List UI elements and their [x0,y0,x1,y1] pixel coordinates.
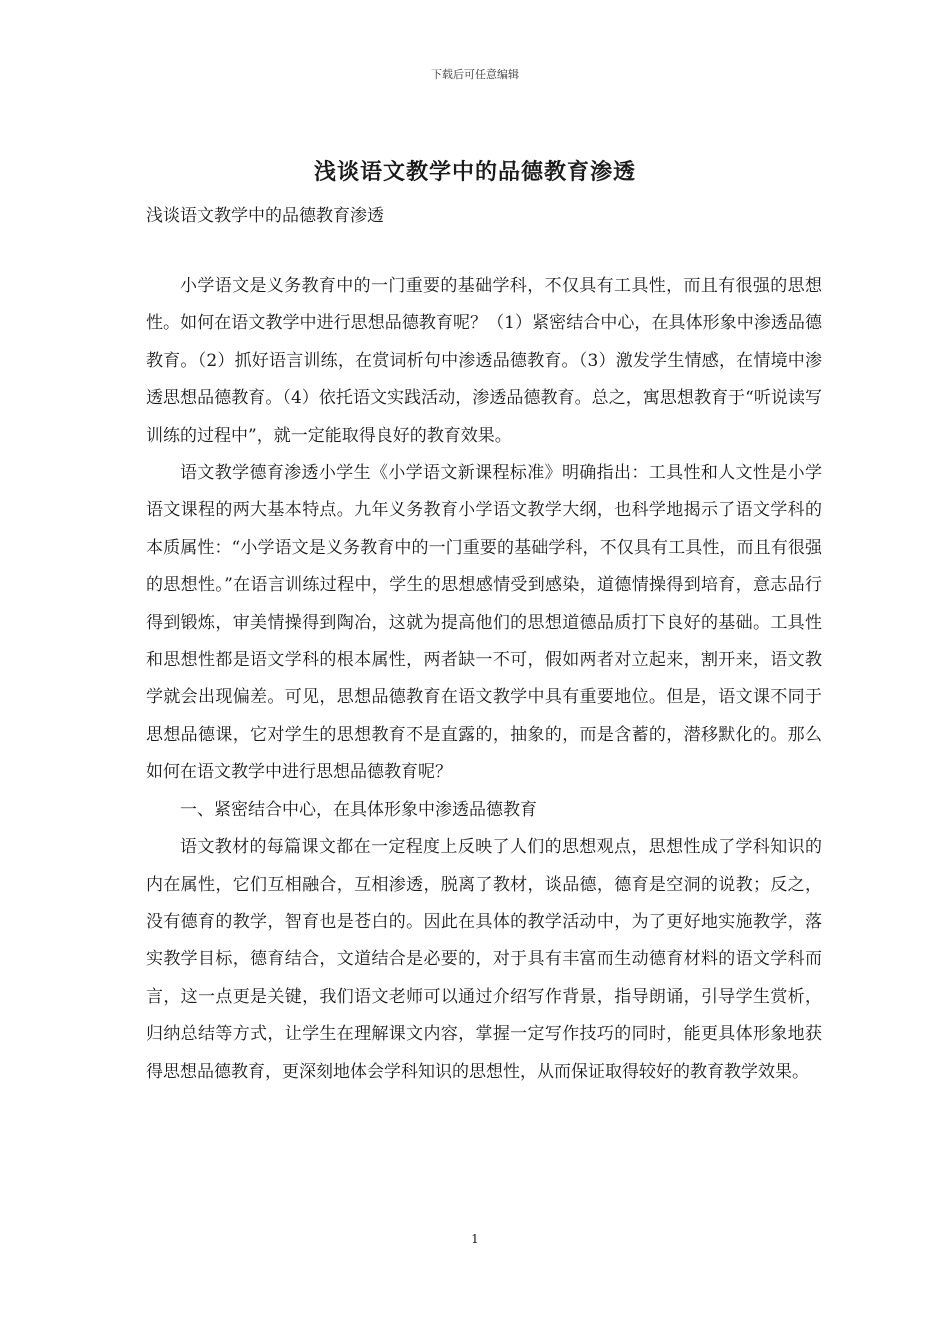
paragraph-textbook: 语文教材的每篇课文都在一定程度上反映了人们的思想观点，思想性成了学科知识的内在属性，它们互相融合，互相渗透，脱离了教材，谈品德，德育是空洞的说教；反之，没有德育的教学，智育也是苍白的。因此在具体的教学活动中，为了更好地实施教学，落实教学目标，德育结合，文道结合是必要的，对于具有丰富而生动德育材料的语文学科而言，这一点更是关键，我们语文老师可以通过介绍写作背景，指导朗诵，引导学生赏析，归纳总结等方式，让学生在理解课文内容，掌握一定写作技巧的同时，能更具体形象地获得思想品德教育，更深刻地体会学科知识的思想性，从而保证取得较好的教育教学效果。 [146,837,822,1082]
document-title: 浅谈语文教学中的品德教育渗透 [313,159,636,185]
header-note: 下载后可任意编辑 [431,68,519,81]
document-body [146,268,822,1091]
document-subtitle: 浅谈语文教学中的品德教育渗透 [146,206,384,226]
page-number: 1 [471,1232,479,1246]
paragraph-intro: 小学语文是义务教育中的一门重要的基础学科，不仅具有工具性，而且有很强的思想性。如何在语文教学中进行思想品德教育呢？（1）紧密结合中心，在具体形象中渗透品德教育。（2）抓好语言训练，在赏词析句中渗透品德教育。（3）激发学生情感，在情境中渗透思想品德教育。（4）依托语文实践活动，渗透品德教育。总之，寓思想教育于“听说读写训练的过程中”，就一定能取得良好的教育效果。 [146,276,822,446]
section-heading-1: 一、紧密结合中心，在具体形象中渗透品德教育 [180,799,537,820]
paragraph-curriculum: 语文教学德育渗透小学生《小学语文新课程标准》明确指出：工具性和人文性是小学语文课程的两大基本特点。九年义务教育小学语文教学大纲，也科学地揭示了语文学科的本质属性：“小学语文是义务教育中的一门重要的基础学科，不仅具有工具性，而且有很强的思想性。”在语言训练过程中，学生的思想感情受到感染，道德情操得到培育，意志品行得到锻炼，审美情操得到陶冶，这就为提高他们的思想道德品质打下良好的基础。工具性和思想性都是语文学科的根本属性，两者缺一不可，假如两者对立起来，割开来，语文教学就会出现偏差。可见，思想品德教育在语文教学中具有重要地位。但是，语文课不同于思想品德课，它对学生的思想教育不是直露的，抽象的，而是含蓄的，潜移默化的。那么如何在语文教学中进行思想品德教育呢？ [146,463,822,783]
